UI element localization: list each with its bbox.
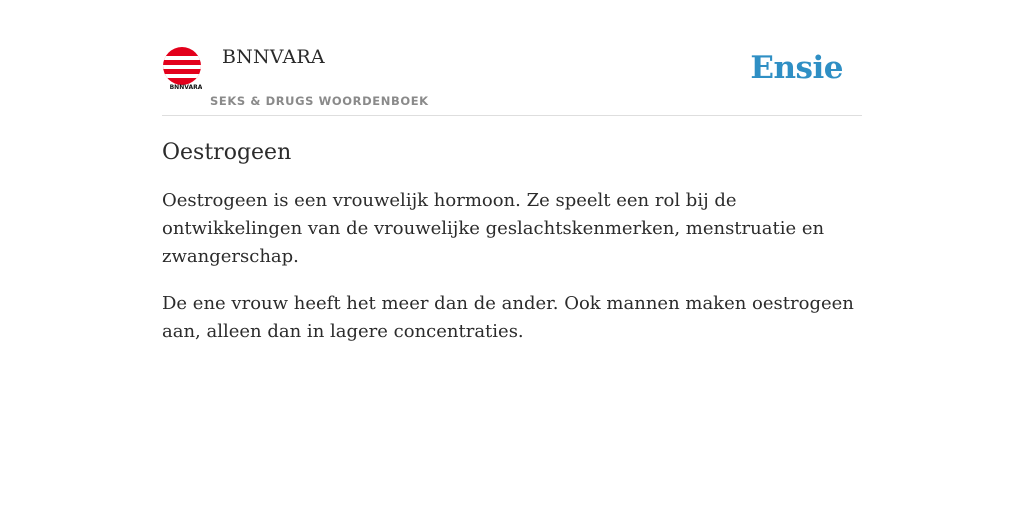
entry-paragraph: Oestrogeen is een vrouwelijk hormoon. Ze speelt een rol bij de ontwikkelingen van de vrouwelijke geslachtskenmerken, menstruatie en zwangerschap. (162, 190, 825, 267)
ensie-site-link[interactable]: Ensie (750, 50, 843, 86)
header (162, 0, 862, 116)
dictionary-subtitle[interactable]: SEKS & DRUGS WOORDENBOEK (210, 94, 429, 108)
bnnvara-logo-icon[interactable] (162, 46, 202, 92)
logo-text: BNNVARA (169, 84, 202, 91)
entry-paragraph: De ene vrouw heeft het meer dan de ander. Ook mannen maken oestrogeen aan, alleen dan in lagere concentraties. (162, 293, 854, 342)
entry-term: Oestrogeen (162, 140, 292, 165)
entry-content (162, 116, 862, 346)
page-container (162, 0, 862, 365)
brand-name[interactable]: BNNVARA (222, 46, 325, 68)
